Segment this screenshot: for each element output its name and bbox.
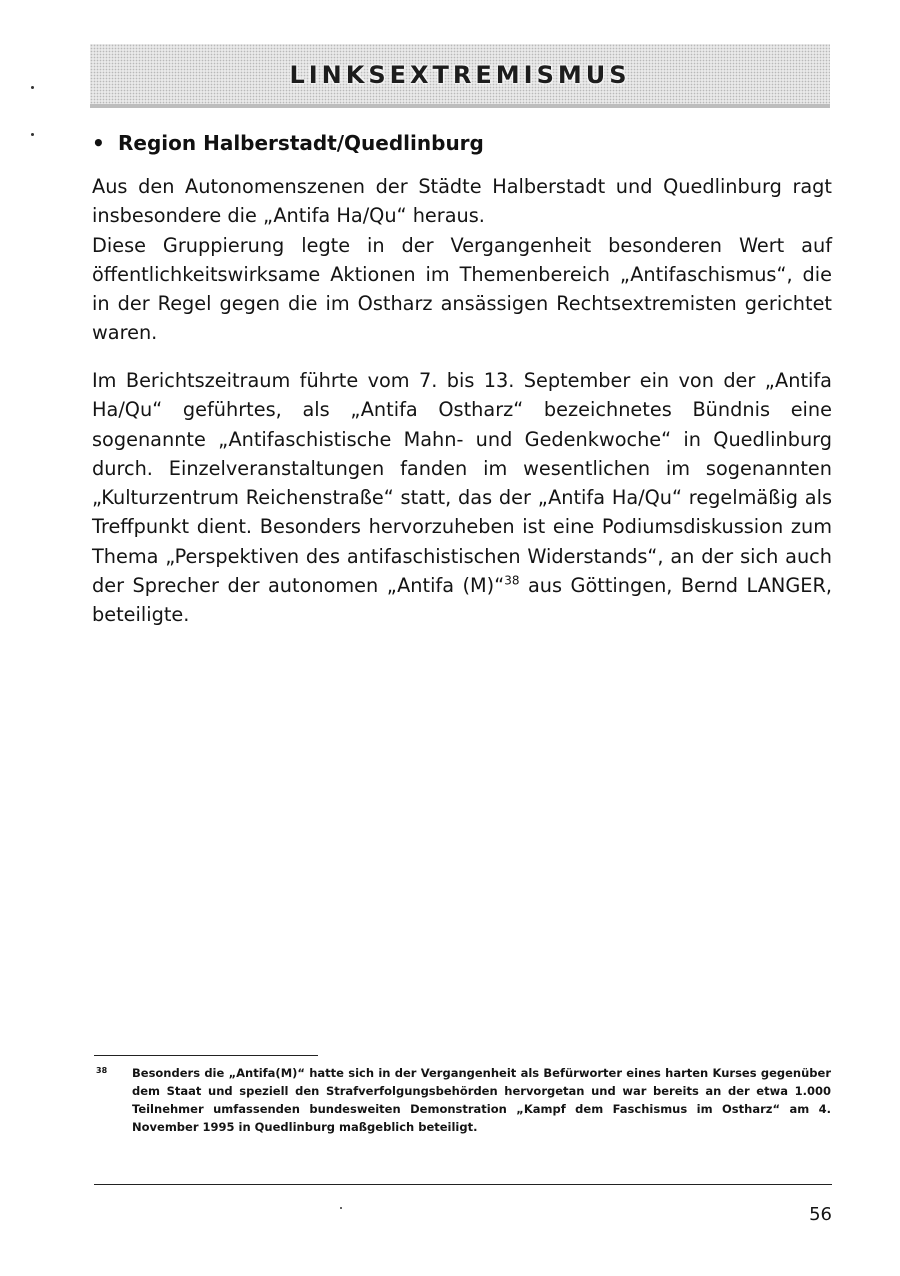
paragraph-1-line-a: Aus den Autonomenszenen der Städte Halberstadt und Quedlinburg ragt insbesondere die „Antifa Ha/Qu“ heraus. <box>92 175 832 228</box>
paragraph-2-end: aus Göttingen, Bernd LANGER, beteiligte. <box>92 574 832 627</box>
section-heading-text: Region Halberstadt/Quedlinburg <box>118 131 484 155</box>
footnote <box>96 1064 831 1136</box>
section-heading <box>92 128 832 158</box>
scan-speck <box>340 1207 342 1209</box>
chapter-header-band <box>90 44 830 108</box>
footnote-separator <box>94 1055 318 1056</box>
paragraph-2-text: Im Berichtszeitraum führte vom 7. bis 13. September ein von der „Antifa Ha/Qu“ geführtes, als „Antifa Ostharz“ bezeichnetes Bündnis eine sogenannte „Antifaschistische Mahn- und Gedenkwoche“ in Quedlinburg durch. Einzelveranstaltungen fanden im wesentlichen im sogenannten „Kulturzentrum Reichenstraße“ statt, das der „Antifa Ha/Qu“ regelmäßig als Treffpunkt dient. Besonders hervorzuheben ist eine Podiumsdiskussion zum Thema „Perspektiven des antifaschistischen Widerstands“, an der sich auch der Sprecher der autonomen „Antifa (M)“ <box>92 369 832 598</box>
footnote-text: Besonders die „Antifa(M)“ hatte sich in der Vergangenheit als Befürworter eines harten Kurses gegenüber dem Staat und speziell den Strafverfolgungsbehörden hervorgetan und war bereits an der etwa 1.000 Teilnehmer umfassenden bundesweiten Demonstration „Kampf dem Faschismus im Ostharz“ am 4. November 1995 in Quedlinburg maßgeblich beteiligt. <box>132 1066 831 1134</box>
paragraph-2 <box>92 366 832 630</box>
footnote-reference[interactable]: 38 <box>504 573 520 588</box>
paragraph-1 <box>92 172 832 348</box>
footnote-number: 38 <box>96 1066 108 1075</box>
page-bottom-rule <box>94 1184 832 1185</box>
paragraph-1-line-b: Diese Gruppierung legte in der Vergangenheit besonderen Wert auf öffentlichkeitswirksame Aktionen im Themenbereich „Antifaschismus“, die in der Regel gegen die im Ostharz ansässigen Rechtsextremisten gerichtet waren. <box>92 233 832 345</box>
bullet-icon: • <box>92 131 105 155</box>
chapter-title: LINKSEXTREMISMUS <box>289 61 631 89</box>
header-underline <box>90 104 830 108</box>
scan-speck <box>31 86 34 89</box>
scan-speck <box>31 133 34 136</box>
page-number: 56 <box>809 1204 832 1225</box>
